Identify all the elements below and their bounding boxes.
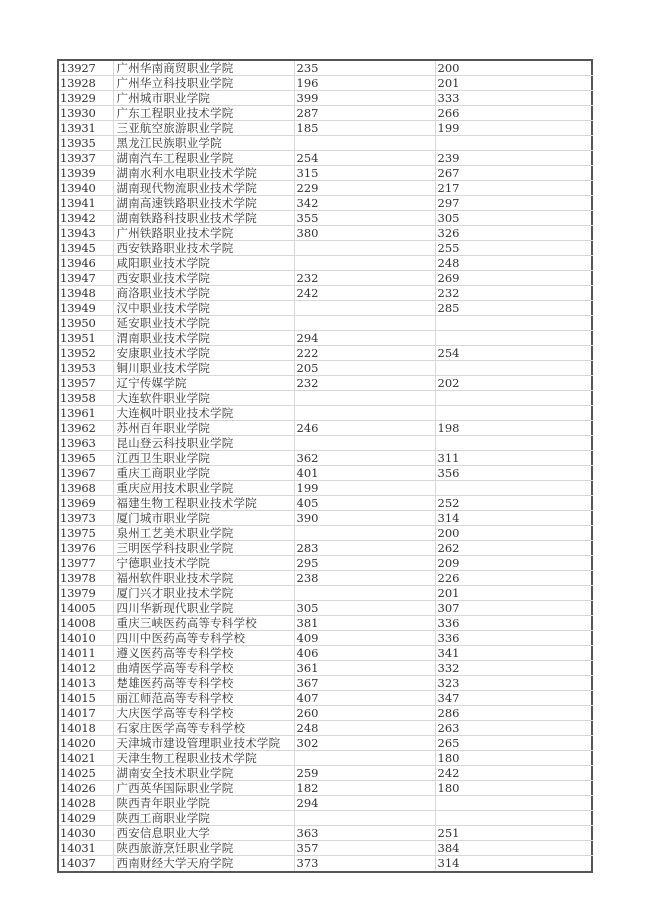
school-name-cell: 西安职业技术学院 <box>113 271 294 286</box>
school-name-cell: 安康职业技术学院 <box>113 346 294 361</box>
score-1-cell: 406 <box>294 646 435 661</box>
school-code-cell: 14012 <box>59 661 113 676</box>
score-1-cell: 399 <box>294 91 435 106</box>
school-name-cell: 广西英华国际职业学院 <box>113 781 294 796</box>
school-code-cell: 14015 <box>59 691 113 706</box>
school-code-cell: 14030 <box>59 826 113 841</box>
score-1-cell <box>294 586 435 601</box>
school-name-cell: 咸阳职业技术学院 <box>113 256 294 271</box>
school-name-cell: 商洛职业技术学院 <box>113 286 294 301</box>
table-row <box>59 181 593 196</box>
score-1-cell: 232 <box>294 271 435 286</box>
school-code-cell: 13949 <box>59 301 113 316</box>
school-code-cell: 13953 <box>59 361 113 376</box>
school-name-cell: 广州华南商贸职业学院 <box>113 61 294 76</box>
score-2-cell <box>435 331 593 346</box>
school-name-cell: 西南财经大学天府学院 <box>113 856 294 871</box>
score-2-cell <box>435 136 593 151</box>
school-code-cell: 13931 <box>59 121 113 136</box>
school-name-cell: 辽宁传媒学院 <box>113 376 294 391</box>
score-2-cell: 265 <box>435 736 593 751</box>
school-code-cell: 14031 <box>59 841 113 856</box>
school-name-cell: 汉中职业技术学院 <box>113 301 294 316</box>
table-row <box>59 631 593 646</box>
school-name-cell: 天津生物工程职业技术学院 <box>113 751 294 766</box>
table-row <box>59 826 593 841</box>
school-name-cell: 福州软件职业技术学院 <box>113 571 294 586</box>
school-name-cell: 陕西青年职业学院 <box>113 796 294 811</box>
score-2-cell: 384 <box>435 841 593 856</box>
school-name-cell: 陕西旅游烹饪职业学院 <box>113 841 294 856</box>
table-row <box>59 106 593 121</box>
score-2-cell: 255 <box>435 241 593 256</box>
school-name-cell: 大庆医学高等专科学校 <box>113 706 294 721</box>
table-row <box>59 796 593 811</box>
table-row <box>59 286 593 301</box>
score-1-cell: 295 <box>294 556 435 571</box>
score-2-cell: 267 <box>435 166 593 181</box>
table-row <box>59 391 593 406</box>
school-name-cell: 泉州工艺美术职业学院 <box>113 526 294 541</box>
score-1-cell: 232 <box>294 376 435 391</box>
school-name-cell: 曲靖医学高等专科学校 <box>113 661 294 676</box>
score-2-cell: 201 <box>435 586 593 601</box>
table-row <box>59 271 593 286</box>
school-code-cell: 13967 <box>59 466 113 481</box>
table-row <box>59 301 593 316</box>
table-row <box>59 241 593 256</box>
score-2-cell: 323 <box>435 676 593 691</box>
school-code-cell: 13930 <box>59 106 113 121</box>
score-2-cell: 217 <box>435 181 593 196</box>
school-code-cell: 13976 <box>59 541 113 556</box>
table-row <box>59 811 593 826</box>
score-1-cell <box>294 136 435 151</box>
score-2-cell: 201 <box>435 76 593 91</box>
table-row <box>59 601 593 616</box>
score-2-cell: 286 <box>435 706 593 721</box>
school-code-cell: 13929 <box>59 91 113 106</box>
school-code-cell: 13939 <box>59 166 113 181</box>
score-1-cell: 205 <box>294 361 435 376</box>
table-row <box>59 661 593 676</box>
table-row <box>59 766 593 781</box>
school-code-cell: 13965 <box>59 451 113 466</box>
score-1-cell: 373 <box>294 856 435 871</box>
school-name-cell: 渭南职业技术学院 <box>113 331 294 346</box>
school-code-cell: 13935 <box>59 136 113 151</box>
school-name-cell: 重庆应用技术职业学院 <box>113 481 294 496</box>
score-1-cell: 287 <box>294 106 435 121</box>
table-row <box>59 76 593 91</box>
table-row <box>59 346 593 361</box>
table-row <box>59 586 593 601</box>
score-2-cell: 333 <box>435 91 593 106</box>
score-1-cell <box>294 406 435 421</box>
score-2-cell: 239 <box>435 151 593 166</box>
table-body <box>59 61 593 871</box>
table-row <box>59 736 593 751</box>
table-row <box>59 136 593 151</box>
school-name-cell: 大连枫叶职业技术学院 <box>113 406 294 421</box>
table-row <box>59 751 593 766</box>
table-row <box>59 211 593 226</box>
score-2-cell: 198 <box>435 421 593 436</box>
school-name-cell: 天津城市建设管理职业技术学院 <box>113 736 294 751</box>
school-code-cell: 13940 <box>59 181 113 196</box>
school-code-cell: 14008 <box>59 616 113 631</box>
table-row <box>59 91 593 106</box>
score-2-cell: 226 <box>435 571 593 586</box>
table-row <box>59 61 593 76</box>
table-row <box>59 841 593 856</box>
school-name-cell: 广州华立科技职业学院 <box>113 76 294 91</box>
school-code-cell: 14010 <box>59 631 113 646</box>
score-2-cell <box>435 361 593 376</box>
school-code-cell: 13948 <box>59 286 113 301</box>
school-name-cell: 遵义医药高等专科学校 <box>113 646 294 661</box>
score-2-cell: 297 <box>435 196 593 211</box>
score-2-cell: 341 <box>435 646 593 661</box>
school-code-cell: 13963 <box>59 436 113 451</box>
score-1-cell: 401 <box>294 466 435 481</box>
school-code-cell: 14026 <box>59 781 113 796</box>
table-row <box>59 676 593 691</box>
score-1-cell: 302 <box>294 736 435 751</box>
table-row <box>59 406 593 421</box>
score-2-cell: 314 <box>437 856 460 871</box>
score-1-cell <box>294 316 435 331</box>
school-name-cell: 大连软件职业学院 <box>113 391 294 406</box>
school-code-cell: 13978 <box>59 571 113 586</box>
school-code-cell: 13962 <box>59 421 113 436</box>
score-1-cell: 381 <box>294 616 435 631</box>
school-code-cell: 14013 <box>59 676 113 691</box>
score-2-cell: 251 <box>435 826 593 841</box>
school-name-cell: 湖南水利水电职业技术学院 <box>113 166 294 181</box>
school-code-cell: 13961 <box>59 406 113 421</box>
score-2-cell: 209 <box>435 556 593 571</box>
score-2-cell: 305 <box>435 211 593 226</box>
table-row <box>59 556 593 571</box>
table-row <box>59 691 593 706</box>
school-name-cell: 重庆工商职业学院 <box>113 466 294 481</box>
score-2-cell: 180 <box>435 781 593 796</box>
score-table <box>59 61 593 871</box>
score-1-cell: 199 <box>294 481 435 496</box>
school-code-cell: 13950 <box>59 316 113 331</box>
school-name-cell: 西安铁路职业技术学院 <box>113 241 294 256</box>
table-row <box>59 331 593 346</box>
school-name-cell: 丽江师范高等专科学校 <box>113 691 294 706</box>
table-row <box>59 526 593 541</box>
score-2-cell: 336 <box>435 631 593 646</box>
score-2-cell: 200 <box>435 526 593 541</box>
score-2-cell: 336 <box>435 616 593 631</box>
score-1-cell: 355 <box>294 211 435 226</box>
school-code-cell: 13951 <box>59 331 113 346</box>
score-1-cell: 315 <box>294 166 435 181</box>
school-code-cell: 13952 <box>59 346 113 361</box>
school-name-cell: 厦门兴才职业技术学院 <box>113 586 294 601</box>
table-row <box>59 706 593 721</box>
score-2-cell: 285 <box>435 301 593 316</box>
school-name-cell: 黑龙江民族职业学院 <box>113 136 294 151</box>
score-2-cell: 262 <box>435 541 593 556</box>
score-1-cell: 363 <box>294 826 435 841</box>
school-code-cell: 13969 <box>59 496 113 511</box>
table-row <box>59 361 593 376</box>
school-code-cell: 13937 <box>59 151 113 166</box>
score-1-cell: 342 <box>294 196 435 211</box>
school-name-cell: 铜川职业技术学院 <box>113 361 294 376</box>
score-2-cell: 347 <box>435 691 593 706</box>
score-1-cell: 246 <box>294 421 435 436</box>
school-name-cell: 石家庄医学高等专科学校 <box>113 721 294 736</box>
school-code-cell: 13947 <box>59 271 113 286</box>
school-name-cell: 广州城市职业学院 <box>113 91 294 106</box>
school-code-cell: 14037 <box>59 856 113 871</box>
score-1-cell: 294 <box>294 796 435 811</box>
table-row <box>59 721 593 736</box>
school-code-cell: 13928 <box>59 76 113 91</box>
school-code-cell: 13941 <box>59 196 113 211</box>
score-2-cell: 199 <box>435 121 593 136</box>
school-code-cell: 13942 <box>59 211 113 226</box>
score-1-cell: 222 <box>294 346 435 361</box>
school-code-cell: 14021 <box>59 751 113 766</box>
score-2-cell: 307 <box>435 601 593 616</box>
score-1-cell: 294 <box>294 331 435 346</box>
table-row <box>59 151 593 166</box>
table-row <box>59 436 593 451</box>
score-2-cell: 326 <box>435 226 593 241</box>
score-1-cell: 357 <box>294 841 435 856</box>
school-name-cell: 三亚航空旅游职业学院 <box>113 121 294 136</box>
score-2-cell: 200 <box>435 61 593 76</box>
score-2-cell: 248 <box>435 256 593 271</box>
score-1-cell: 405 <box>294 496 435 511</box>
school-code-cell: 13975 <box>59 526 113 541</box>
school-name-cell: 江西卫生职业学院 <box>113 451 294 466</box>
score-2-cell: 266 <box>435 106 593 121</box>
score-2-cell: 314 <box>435 511 593 526</box>
score-1-cell: 235 <box>294 61 435 76</box>
school-name-cell: 湖南现代物流职业技术学院 <box>113 181 294 196</box>
score-2-cell <box>435 316 593 331</box>
school-code-cell: 13946 <box>59 256 113 271</box>
table-row <box>59 496 593 511</box>
school-name-cell: 湖南高速铁路职业技术学院 <box>113 196 294 211</box>
score-2-cell: 252 <box>435 496 593 511</box>
score-1-cell <box>294 751 435 766</box>
school-code-cell: 13927 <box>59 61 113 76</box>
score-1-cell: 238 <box>294 571 435 586</box>
score-1-cell: 283 <box>294 541 435 556</box>
score-1-cell: 380 <box>294 226 435 241</box>
score-2-cell <box>435 796 593 811</box>
score-1-cell: 407 <box>294 691 435 706</box>
score-1-cell: 361 <box>294 661 435 676</box>
school-name-cell: 重庆三峡医药高等专科学校 <box>113 616 294 631</box>
table-row <box>59 451 593 466</box>
school-code-cell: 13957 <box>59 376 113 391</box>
score-1-cell: 185 <box>294 121 435 136</box>
score-2-cell <box>435 406 593 421</box>
table-row <box>59 856 593 871</box>
score-1-cell: 260 <box>294 706 435 721</box>
table-row <box>59 196 593 211</box>
table-row <box>59 166 593 181</box>
table-row <box>59 121 593 136</box>
school-code-cell: 13958 <box>59 391 113 406</box>
score-1-cell: 305 <box>294 601 435 616</box>
score-2-cell <box>435 481 593 496</box>
school-name-cell: 广东工程职业技术学院 <box>113 106 294 121</box>
school-name-cell: 西安信息职业大学 <box>113 826 294 841</box>
score-1-cell <box>294 256 435 271</box>
table-row <box>59 466 593 481</box>
table-row <box>59 616 593 631</box>
table-row <box>59 511 593 526</box>
table-row <box>59 571 593 586</box>
score-1-cell: 259 <box>294 766 435 781</box>
school-code-cell: 14029 <box>59 811 113 826</box>
school-name-cell: 厦门城市职业学院 <box>113 511 294 526</box>
table-row <box>59 481 593 496</box>
school-code-cell: 14005 <box>59 601 113 616</box>
school-code-cell: 13979 <box>59 586 113 601</box>
score-1-cell: 229 <box>294 181 435 196</box>
school-name-cell: 宁德职业技术学院 <box>113 556 294 571</box>
score-2-cell: 232 <box>435 286 593 301</box>
score-1-cell: 196 <box>294 76 435 91</box>
table-row <box>59 376 593 391</box>
score-1-cell <box>294 301 435 316</box>
school-code-cell: 13977 <box>59 556 113 571</box>
table-row <box>59 316 593 331</box>
school-code-cell: 14025 <box>59 766 113 781</box>
score-1-cell: 254 <box>294 151 435 166</box>
score-2-cell: 263 <box>435 721 593 736</box>
score-2-cell: 269 <box>435 271 593 286</box>
school-name-cell: 苏州百年职业学院 <box>113 421 294 436</box>
score-1-cell <box>294 241 435 256</box>
score-2-cell <box>435 391 593 406</box>
school-code-cell: 14018 <box>59 721 113 736</box>
score-1-cell <box>294 391 435 406</box>
table-row <box>59 646 593 661</box>
school-name-cell: 延安职业技术学院 <box>113 316 294 331</box>
score-1-cell: 409 <box>294 631 435 646</box>
school-code-cell: 13943 <box>59 226 113 241</box>
score-2-cell: 356 <box>435 466 593 481</box>
school-code-cell: 14028 <box>59 796 113 811</box>
score-2-cell: 242 <box>435 766 593 781</box>
school-name-cell: 福建生物工程职业技术学院 <box>113 496 294 511</box>
score-2-cell <box>435 811 593 826</box>
score-2-cell: 311 <box>435 451 593 466</box>
school-code-cell: 13945 <box>59 241 113 256</box>
score-1-cell: 367 <box>294 676 435 691</box>
school-name-cell: 广州铁路职业技术学院 <box>113 226 294 241</box>
table-row <box>59 421 593 436</box>
score-1-cell: 242 <box>294 286 435 301</box>
school-code-cell: 14017 <box>59 706 113 721</box>
score-2-cell: 254 <box>435 346 593 361</box>
score-1-cell: 362 <box>294 451 435 466</box>
school-code-cell: 14020 <box>59 736 113 751</box>
score-table-container <box>57 59 593 873</box>
school-name-cell: 楚雄医药高等专科学校 <box>113 676 294 691</box>
score-1-cell: 390 <box>294 511 435 526</box>
score-2-cell: 180 <box>435 751 593 766</box>
school-name-cell: 湖南汽车工程职业学院 <box>113 151 294 166</box>
table-row <box>59 781 593 796</box>
score-2-cell: 202 <box>435 376 593 391</box>
school-code-cell: 14011 <box>59 646 113 661</box>
table-row <box>59 541 593 556</box>
score-1-cell <box>294 436 435 451</box>
school-name-cell: 陕西工商职业学院 <box>113 811 294 826</box>
score-2-cell <box>435 436 593 451</box>
school-name-cell: 湖南安全技术职业学院 <box>113 766 294 781</box>
school-name-cell: 四川华新现代职业学院 <box>113 601 294 616</box>
table-row <box>59 226 593 241</box>
score-1-cell <box>294 526 435 541</box>
school-name-cell: 昆山登云科技职业学院 <box>113 436 294 451</box>
school-name-cell: 四川中医药高等专科学校 <box>113 631 294 646</box>
score-1-cell: 182 <box>294 781 435 796</box>
school-code-cell: 13973 <box>59 511 113 526</box>
school-name-cell: 三明医学科技职业学院 <box>113 541 294 556</box>
score-1-cell: 248 <box>294 721 435 736</box>
score-2-cell: 332 <box>435 661 593 676</box>
school-code-cell: 13968 <box>59 481 113 496</box>
school-name-cell: 湖南铁路科技职业技术学院 <box>113 211 294 226</box>
table-row <box>59 256 593 271</box>
score-1-cell <box>294 811 435 826</box>
